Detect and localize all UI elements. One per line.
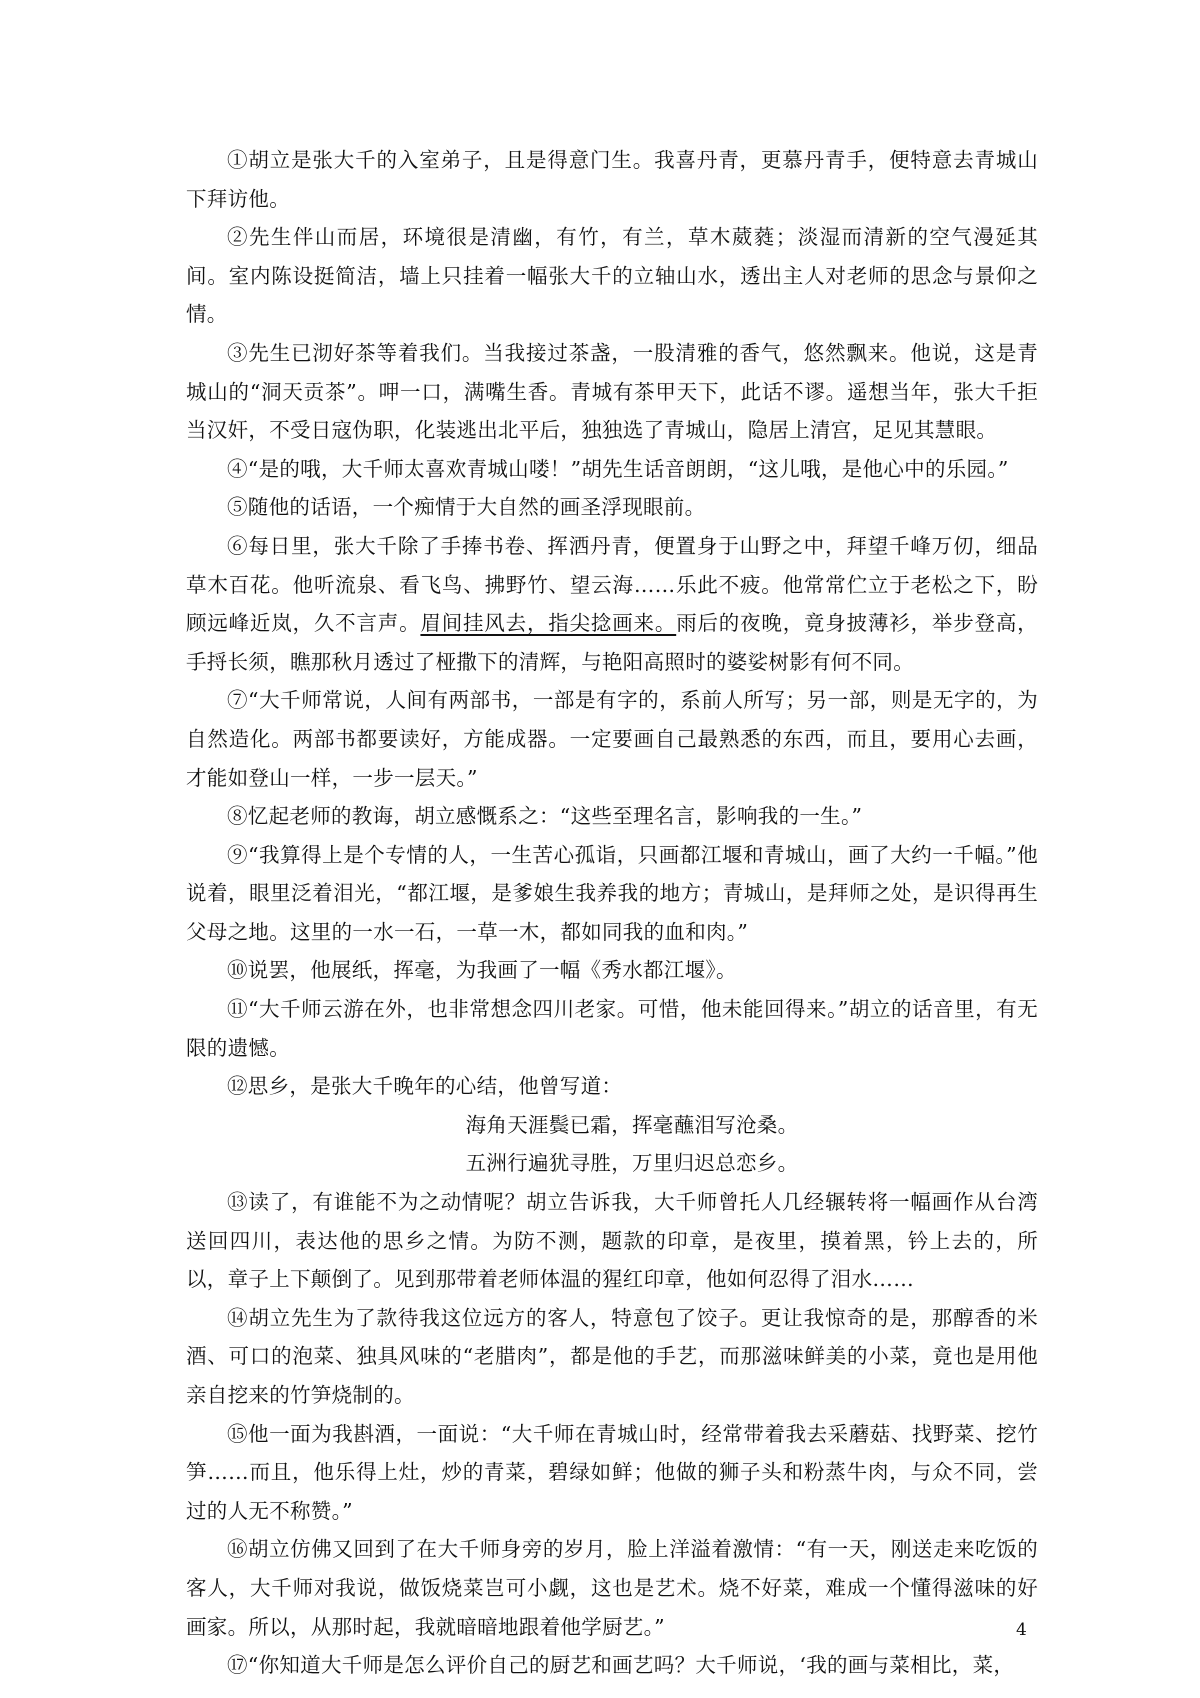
paragraph-1: ①胡立是张大千的入室弟子，且是得意门生。我喜丹青，更慕丹青手，便特意去青城山下拜访他。	[186, 148, 1038, 211]
paragraph-5: ⑤随他的话语，一个痴情于大自然的画圣浮现眼前。	[227, 495, 706, 520]
paragraph-3: ③先生已沏好茶等着我们。当我接过茶盏，一股清雅的香气，悠然飘来。他说，这是青城山的“洞天贡茶”。呷一口，满嘴生香。青城有茶甲天下，此话不谬。遥想当年，张大千拒当汉奸，不受日寇伪职，化装逃出北平后，独独选了青城山，隐居上清宫，足见其慧眼。	[186, 340, 1038, 443]
paragraph-6-text-after: 雨后的夜晚，竟身披薄衫，举步登高，手捋长须，瞧那秋月透过了桠撒下的清辉，与艳阳高照时的婆娑树影有何不同。	[186, 611, 1038, 674]
paragraph-6	[186, 527, 1038, 681]
paragraph-10: ⑩说罢，他展纸，挥毫，为我画了一幅《秀水都江堰》。	[227, 958, 737, 983]
paragraph-16: ⑯胡立仿佛又回到了在大千师身旁的岁月，脸上洋溢着激情：“有一天，刚送走来吃饭的客人，大千师对我说，做饭烧菜岂可小觑，这也是艺术。烧不好菜，难成一个懂得滋味的好画家。所以，从那时起，我就暗暗地跟着他学厨艺。”	[186, 1537, 1038, 1639]
paragraph-14: ⑭胡立先生为了款待我这位远方的客人，特意包了饺子。更让我惊奇的是，那醇香的米酒、可口的泡菜、独具风味的“老腊肉”，都是他的手艺，而那滋味鲜美的小菜，竟也是用他亲自挖来的竹笋烧制的。	[186, 1305, 1038, 1407]
paragraph-9: ⑨“我算得上是个专情的人，一生苦心孤诣，只画都江堰和青城山，画了大约一千幅。”他说着，眼里泛着泪光，“都江堰，是爹娘生我养我的地方；青城山，是拜师之处，是识得再生父母之地。这里的一水一石，一草一木，都如同我的血和肉。”	[186, 842, 1038, 944]
paragraph-13: ⑬读了，有谁能不为之动情呢？胡立告诉我，大千师曾托人几经辗转将一幅画作从台湾送回四川，表达他的思乡之情。为防不测，题款的印章，是夜里，摸着黑，钤上去的，所以，章子上下颠倒了。见到那带着老师体温的猩红印章，他如何忍得了泪水……	[186, 1190, 1038, 1292]
paragraph-6-text-before: ⑥每日里，张大千除了手捧书卷、挥洒丹青，便置身于山野之中，拜望千峰万仞，细品草木百花。他听流泉、看飞鸟、拂野竹、望云海……乐此不疲。他常常伫立于老松之下，盼顾远峰近岚，久不言声。	[186, 533, 1038, 636]
poem-line-1: 海角天涯鬓已霜，挥毫蘸泪写沧桑。	[465, 1112, 799, 1137]
paragraph-11: ⑪“大千师云游在外，也非常想念四川老家。可惜，他未能回得来。”胡立的话音里，有无限的遗憾。	[186, 997, 1038, 1060]
paragraph-8: ⑧忆起老师的教诲，胡立感慨系之：“这些至理名言，影响我的一生。”	[227, 804, 863, 829]
paragraph-12: ⑫思乡，是张大千晚年的心结，他曾写道：	[227, 1074, 623, 1099]
paragraph-7: ⑦“大千师常说，人间有两部书，一部是有字的，系前人所写；另一部，则是无字的，为自然造化。两部书都要读好，方能成器。一定要画自己最熟悉的东西，而且，要用心去画，才能如登山一样，一步一层天。”	[186, 688, 1038, 790]
paragraph-15: ⑮他一面为我斟酒，一面说：“大千师在青城山时，经常带着我去采蘑菇、找野菜、挖竹笋……而且，他乐得上灶，炒的青菜，碧绿如鲜；他做的狮子头和粉蒸牛肉，与众不同，尝过的人无不称赞。”	[186, 1421, 1038, 1523]
paragraph-17: ⑰“你知道大千师是怎么评价自己的厨艺和画艺吗？大千师说，‘我的画与菜相比，菜，	[227, 1653, 1015, 1678]
poem-line-2: 五洲行遍犹寻胜，万里归迟总恋乡。	[465, 1151, 799, 1176]
paragraph-2: ②先生伴山而居，环境很是清幽，有竹，有兰，草木葳蕤；淡湿而清新的空气漫延其间。室内陈设挺简洁，墙上只挂着一幅张大千的立轴山水，透出主人对老师的思念与景仰之情。	[186, 225, 1038, 327]
article-body	[186, 141, 1038, 1685]
page-number: 4	[1016, 1620, 1027, 1640]
underlined-sentence: 眉间挂风去，指尖捻画来。	[420, 611, 677, 636]
paragraph-4: ④“是的哦，大千师太喜欢青城山喽！”胡先生话音朗朗，“这儿哦，是他心中的乐园。”	[227, 456, 1009, 481]
